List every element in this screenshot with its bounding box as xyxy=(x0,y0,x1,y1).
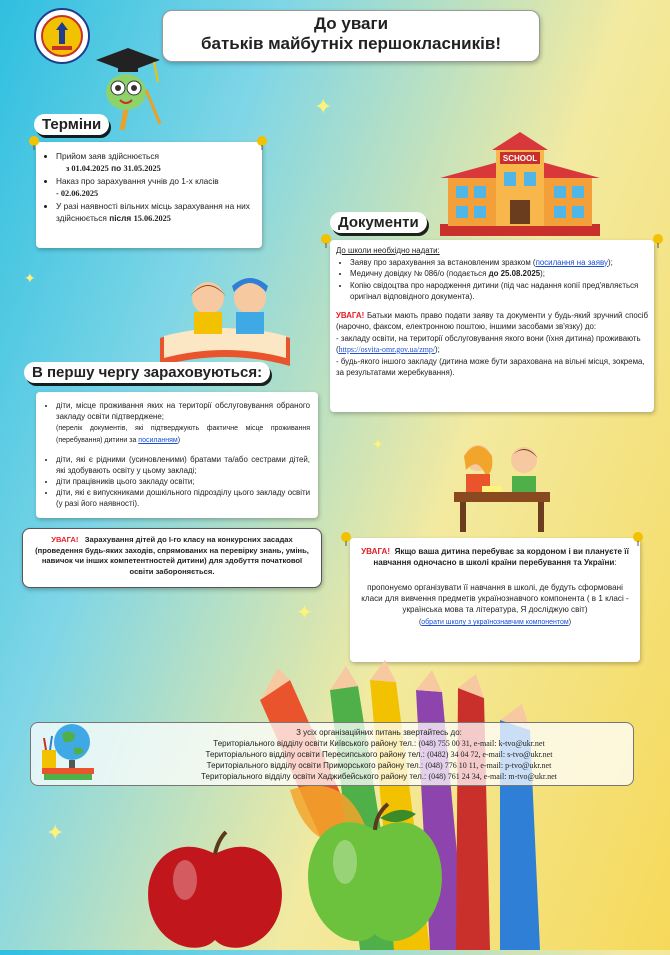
sparkle-icon: ✦ xyxy=(46,820,65,845)
terms-item-3 xyxy=(56,200,256,225)
contact-row xyxy=(131,771,627,782)
contacts-intro: З усіх організаційних питань звертайтесь до: xyxy=(296,728,462,737)
contest-warning-card xyxy=(22,528,322,588)
priority-item-2: • діти, які є рідними (усиновленими) братами та/або сестрами дітей, які здобувають освіту у цьому закладі; xyxy=(56,454,310,476)
abroad-warning-label: УВАГА! xyxy=(361,547,391,556)
contact-row xyxy=(131,738,627,749)
priority-item-3: • діти працівників цього закладу освіти; xyxy=(56,476,310,487)
desk-kids-icon xyxy=(452,436,552,536)
documents-dash-2: - будь-якого іншого закладу (дитина може бути зарахована на вільні місця, зокрема, за результатами жеребкування). xyxy=(336,356,645,377)
abroad-body: пропонуємо організувати її навчання в школі, де будуть сформовані класи для вивчення предметів українознавчого компонента ( в 1 класі - українська мова та література, Я досліджую світ) xyxy=(361,583,629,614)
sparkle-icon: ✦ xyxy=(296,602,313,624)
priority-card xyxy=(36,392,318,518)
documents-item-2: • Медичну довідку № 086/о (подається до 25.08.2025); xyxy=(350,268,648,280)
abroad-warning-text: Якщо ваша дитина перебуває за кордоном і ви плануєте її навчання одночасно в школі країни перебування та України xyxy=(373,547,629,567)
terms-order-date: - 02.06.2025 xyxy=(56,189,99,198)
sparkle-icon: ✦ xyxy=(314,94,333,119)
pushpin-icon xyxy=(652,234,664,248)
contact-row xyxy=(131,760,627,771)
documents-card xyxy=(330,240,654,412)
contacts-card xyxy=(30,722,634,786)
page-title-box xyxy=(162,10,540,62)
reading-kids-icon xyxy=(150,268,300,374)
pushpin-icon xyxy=(632,532,644,546)
contest-warning-label: УВАГА! xyxy=(51,535,79,544)
terms-after: після xyxy=(109,213,132,223)
terms-item-2-label: Наказ про зарахування учнів до 1-х класів xyxy=(56,176,219,186)
abroad-warning: УВАГА! Якщо ваша дитина перебуває за кордоном і ви плануєте її навчання одночасно в школі країни перебування та України: xyxy=(361,547,629,567)
apple-icon xyxy=(140,830,290,950)
terms-heading: Терміни xyxy=(34,114,109,135)
zones-link[interactable]: https://osvita-omr.gov.ua/zmp/ xyxy=(338,345,435,354)
documents-heading: Документи xyxy=(330,212,427,233)
pushpin-icon xyxy=(340,532,352,546)
terms-date-from: з 01.04.2025 xyxy=(66,164,109,173)
pushpin-icon xyxy=(320,234,332,248)
priority-item-1-note: (перелік документів, які підтверджують фактичне місце проживання (перебування) дитини за посиланням) xyxy=(56,425,310,444)
priority-heading: В першу чергу зараховуються: xyxy=(24,362,270,383)
pushpin-icon xyxy=(28,136,40,150)
ukrainian-component-school-link[interactable]: обрати школу з українознавчим компонентом xyxy=(421,619,569,626)
school-building-icon xyxy=(440,128,600,236)
contest-warning-text: Зарахування дітей до І-го класу на конкурсних засадах (проведення будь-яких заходів, спрямованих на перевірку знань, умінь, навичок чи інших компетентностей дитини) для здобуття початкової освіти забороняється. xyxy=(35,535,309,576)
terms-card xyxy=(36,142,262,248)
documents-warning: УВАГА! Батьки мають право подати заяву та документи у будь-який зручний спосіб (нарочно, факсом, електронною поштою, іншими засобами зв'язку) до: xyxy=(336,310,648,331)
globe-books-icon xyxy=(38,720,98,784)
documents-item-1: • Заяву про зарахування за встановленим зразком (посилання на заяву); xyxy=(350,257,648,269)
sparkle-icon: ✦ xyxy=(372,436,384,452)
contact-label: Територіального відділу освіти Пересипського району тел.: xyxy=(205,750,425,759)
apple-icon xyxy=(300,800,450,950)
documents-item-3: • Копію свідоцтва про народження дитини (під час надання копії пред'являється оригінал відповідного документа). xyxy=(350,280,648,303)
terms-item-2 xyxy=(56,175,256,200)
contact-label: Територіального відділу освіти Хаджибейського району тел.: xyxy=(201,772,427,781)
contact-phone-email[interactable]: (048) 761 24 34, e-mail: m-tvo@ukr.net xyxy=(428,772,557,781)
abroad-card xyxy=(350,538,640,662)
application-form-link[interactable]: посилання на заяву xyxy=(535,257,608,267)
page-title-line1: До уваги xyxy=(313,14,389,33)
sparkle-icon: ✦ xyxy=(24,270,36,286)
priority-item-1: • діти, місце проживання яких на території обслуговування обраного закладу освіти підтверджене; (перелік документів, які підтверджують фактичне місце проживання (перебування) дитини за посиланням) xyxy=(56,400,310,446)
documents-intro: До школи необхідно надати: xyxy=(336,246,440,255)
pushpin-icon xyxy=(256,136,268,150)
terms-item-1 xyxy=(56,150,256,175)
contacts-list xyxy=(131,738,627,782)
residence-docs-link[interactable]: посиланням xyxy=(138,437,178,444)
abroad-link-line: (обрати школу з українознавчим компонентом) xyxy=(418,619,572,626)
school-sign: SCHOOL xyxy=(502,154,538,163)
terms-free-date: 15.06.2025 xyxy=(133,214,171,223)
terms-mid: по xyxy=(111,163,122,173)
contact-label: Територіального відділу освіти Приморського району тел.: xyxy=(206,761,424,770)
page-title-line2: батьків майбутніх першокласників! xyxy=(201,34,501,53)
emblem-icon xyxy=(34,8,90,64)
contact-phone-email[interactable]: (048) 776 10 11, e-mail: p-tvo@ukr.net xyxy=(425,761,552,770)
contact-row xyxy=(131,749,627,760)
terms-date-to: 31.05.2025 xyxy=(123,164,161,173)
priority-item-4: • діти, які є випускниками дошкільного підрозділу цього закладу освіти (у разі його наявності). xyxy=(56,487,310,509)
contact-phone-email[interactable]: (0482) 34 04 72, e-mail: s-tvo@ukr.net xyxy=(427,750,553,759)
contact-phone-email[interactable]: (048) 755 00 31, e-mail: k-tvo@ukr.net xyxy=(418,739,545,748)
terms-item-1-label: Прийом заяв здійснюється xyxy=(56,151,159,161)
contact-label: Територіального відділу освіти Київського району тел.: xyxy=(213,739,417,748)
terms-item-3-label: У разі наявності вільних місць зарахування на них здійснюється xyxy=(56,201,250,223)
documents-dash-1: - закладу освіти, на території обслуговування якого вони (їхня дитина) проживають (https://osvita-omr.gov.ua/zmp/); xyxy=(336,333,641,354)
